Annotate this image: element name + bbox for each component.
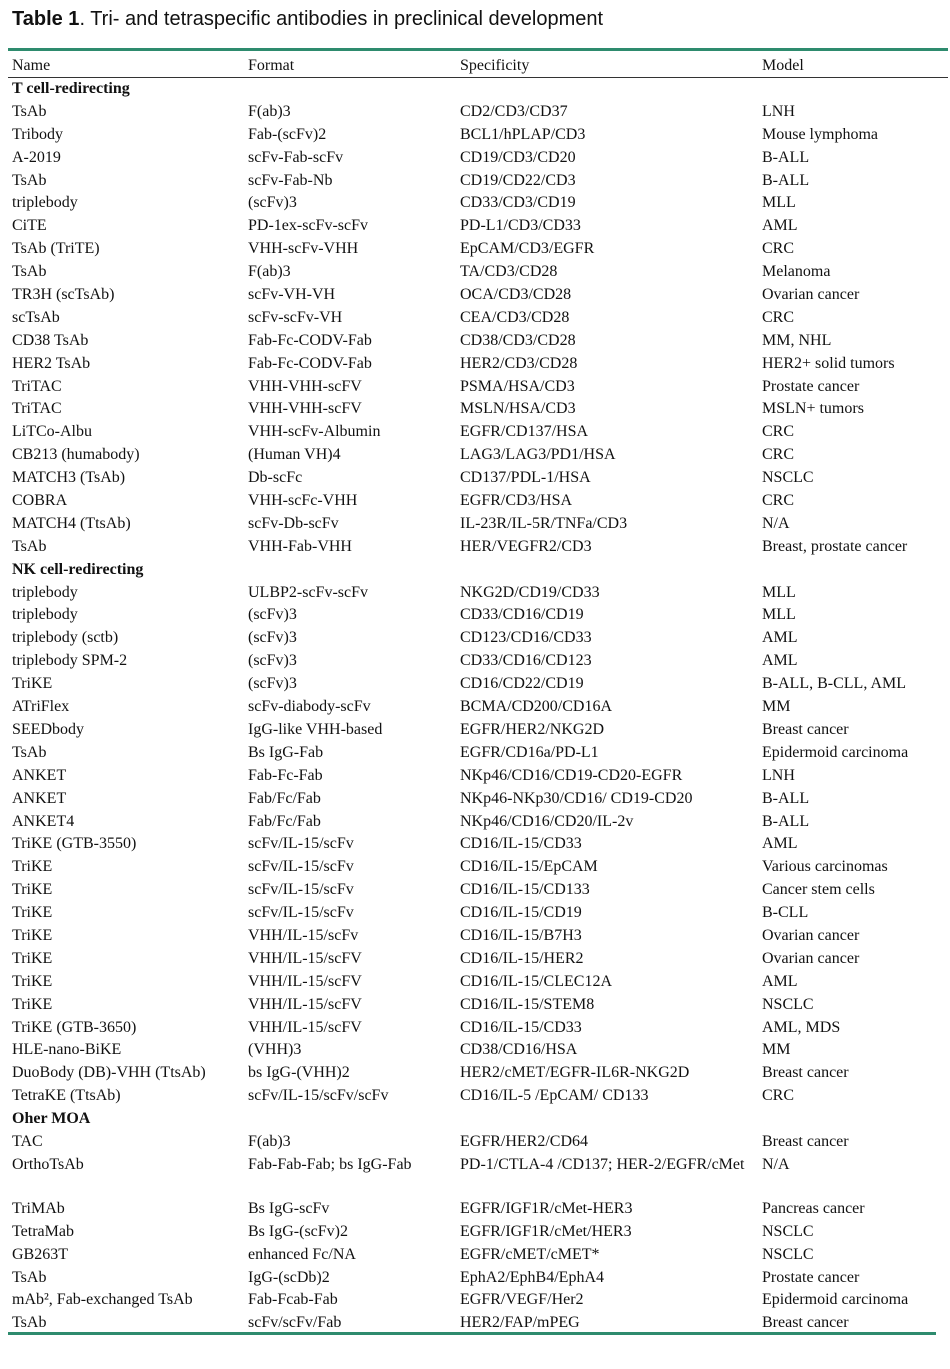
cell-name: TsAb	[12, 102, 47, 120]
cell-format: scFv-Db-scFv	[248, 514, 339, 532]
cell-specificity: HER2/cMET/EGFR-IL6R-NKG2D	[460, 1064, 690, 1082]
table-row	[8, 444, 948, 467]
cell-model: MM, NHL	[762, 331, 832, 349]
cell-specificity: TA/CD3/CD28	[460, 263, 558, 281]
table-row	[8, 147, 948, 170]
cell-format: Fab/Fc/Fab	[248, 789, 321, 807]
cell-name: SEEDbody	[12, 720, 84, 738]
table-row	[8, 307, 948, 330]
cell-format: VHH/IL-15/scFv	[248, 926, 359, 944]
cell-model: Ovarian cancer	[762, 286, 860, 304]
cell-format: Fab/Fc/Fab	[248, 812, 321, 830]
cell-format: (VHH)3	[248, 1041, 302, 1059]
cell-specificity: MSLN/HSA/CD3	[460, 400, 576, 418]
cell-name: TsAb (TriTE)	[12, 240, 100, 258]
cell-model: B-ALL, B-CLL, AML	[762, 675, 906, 693]
cell-format: VHH/IL-15/scFV	[248, 949, 362, 967]
cell-name: TetraKE (TtsAb)	[12, 1087, 121, 1105]
column-header-format: Format	[244, 55, 456, 78]
table-row	[8, 696, 948, 719]
table-row	[8, 1221, 948, 1244]
table-row	[8, 1244, 948, 1267]
cell-name: TriKE	[12, 926, 53, 944]
cell-name: TriKE (GTB-3550)	[12, 835, 137, 853]
cell-format: (scFv)3	[248, 675, 297, 693]
cell-model: NSCLC	[762, 1245, 814, 1263]
table-row	[8, 353, 948, 376]
cell-name: TriKE	[12, 949, 53, 967]
cell-specificity: BCL1/hPLAP/CD3	[460, 125, 586, 143]
cell-model: B-ALL	[762, 789, 810, 807]
table-row	[8, 833, 948, 856]
cell-specificity: CD137/PDL-1/HSA	[460, 469, 591, 487]
cell-name: CiTE	[12, 217, 47, 235]
cell-specificity: CD16/IL-5 /EpCAM/ CD133	[460, 1087, 649, 1105]
table-row	[8, 948, 948, 971]
section-row	[8, 78, 948, 101]
cell-model: LNH	[762, 766, 795, 784]
cell-model: Epidermoid carcinoma	[762, 743, 909, 761]
cell-specificity: NKp46/CD16/CD20/IL-2v	[460, 812, 634, 830]
cell-specificity: EpCAM/CD3/EGFR	[460, 240, 595, 258]
table-row	[8, 925, 948, 948]
cell-specificity: CD16/IL-15/B7H3	[460, 926, 582, 944]
cell-name: Tribody	[12, 125, 63, 143]
cell-format: scFv/IL-15/scFv/scFv	[248, 1087, 389, 1105]
cell-format: scFv-scFv-VH	[248, 308, 343, 326]
cell-model: MLL	[762, 194, 796, 212]
cell-format: Bs IgG-(scFv)2	[248, 1222, 348, 1240]
cell-specificity: EGFR/cMET/cMET*	[460, 1245, 600, 1263]
cell-format: Bs IgG-Fab	[248, 743, 324, 761]
cell-model: HER2+ solid tumors	[762, 354, 895, 372]
cell-model: NSCLC	[762, 995, 814, 1013]
cell-name: TR3H (scTsAb)	[12, 286, 115, 304]
cell-model: AML	[762, 652, 798, 670]
cell-format: F(ab)3	[248, 263, 291, 281]
cell-model: AML, MDS	[762, 1018, 841, 1036]
cell-name: ANKET	[12, 789, 67, 807]
cell-specificity: PD-L1/CD3/CD33	[460, 217, 581, 235]
table-row	[8, 582, 948, 605]
cell-name: LiTCo-Albu	[12, 423, 92, 441]
cell-name: TsAb	[12, 263, 47, 281]
table-row	[8, 261, 948, 284]
cell-name: TriMAb	[12, 1199, 65, 1217]
cell-model: Prostate cancer	[762, 377, 860, 395]
cell-specificity: CD16/IL-15/STEM8	[460, 995, 595, 1013]
cell-model: N/A	[762, 514, 790, 532]
cell-name: HER2 TsAb	[12, 354, 91, 372]
section-row	[8, 1108, 948, 1131]
table-row	[8, 971, 948, 994]
table-row	[8, 536, 948, 559]
column-header-specificity: Specificity	[456, 55, 758, 78]
cell-model: B-ALL	[762, 812, 810, 830]
cell-name: GB263T	[12, 1245, 68, 1263]
cell-specificity: EGFR/IGF1R/cMet-HER3	[460, 1199, 633, 1217]
cell-model: Prostate cancer	[762, 1268, 860, 1286]
cell-model: Breast cancer	[762, 1064, 849, 1082]
cell-name: TriTAC	[12, 377, 62, 395]
cell-specificity: CD19/CD3/CD20	[460, 148, 576, 166]
cell-name: MATCH4 (TtsAb)	[12, 514, 131, 532]
cell-format: Db-scFc	[248, 469, 303, 487]
cell-format: Fab-Fc-CODV-Fab	[248, 354, 372, 372]
cell-format: scFv/IL-15/scFv	[248, 881, 354, 899]
cell-format: VHH-scFv-Albumin	[248, 423, 381, 441]
cell-model: LNH	[762, 102, 795, 120]
cell-name: TsAb	[12, 537, 47, 555]
cell-specificity: CD16/IL-15/HER2	[460, 949, 584, 967]
cell-format: scFv-diabody-scFv	[248, 698, 371, 716]
table-row	[8, 124, 948, 147]
cell-format: scFv-VH-VH	[248, 286, 336, 304]
cell-name: TriKE	[12, 995, 53, 1013]
cell-model: CRC	[762, 1087, 795, 1105]
cell-name: TsAb	[12, 743, 47, 761]
table-row	[8, 650, 948, 673]
cell-format: (scFv)3	[248, 652, 297, 670]
table-row	[8, 994, 948, 1017]
table-title: . Tri- and tetraspecific antibodies in preclinical development	[79, 8, 604, 30]
cell-specificity: EGFR/HER2/NKG2D	[460, 720, 605, 738]
table-row	[8, 1289, 948, 1312]
cell-format: bs IgG-(VHH)2	[248, 1064, 350, 1082]
cell-name: triplebody	[12, 583, 78, 601]
cell-specificity: LAG3/LAG3/PD1/HSA	[460, 446, 616, 464]
table-row	[8, 513, 948, 536]
table-row	[8, 902, 948, 925]
cell-name: CD38 TsAb	[12, 331, 89, 349]
cell-format: (Human VH)4	[248, 446, 341, 464]
table-row	[8, 1062, 948, 1085]
cell-specificity: CD16/IL-15/CLEC12A	[460, 972, 612, 990]
table-row	[8, 1154, 948, 1198]
cell-specificity: CD33/CD16/CD19	[460, 606, 584, 624]
cell-model: CRC	[762, 308, 795, 326]
cell-format: scFv/scFv/Fab	[248, 1314, 342, 1332]
cell-format: VHH-scFc-VHH	[248, 492, 358, 510]
cell-name: scTsAb	[12, 308, 60, 326]
cell-name: ANKET	[12, 766, 67, 784]
table-caption	[12, 8, 603, 31]
cell-specificity: IL-23R/IL-5R/TNFa/CD3	[460, 514, 628, 532]
bottom-rule	[8, 1332, 936, 1335]
cell-name: TsAb	[12, 1268, 47, 1286]
cell-format: enhanced Fc/NA	[248, 1245, 356, 1263]
cell-specificity: CD16/IL-15/EpCAM	[460, 858, 598, 876]
cell-specificity: CD16/IL-15/CD33	[460, 835, 582, 853]
cell-name: OrthoTsAb	[12, 1155, 84, 1173]
cell-specificity: CD16/IL-15/CD33	[460, 1018, 582, 1036]
table-row	[8, 398, 948, 421]
table-body	[8, 78, 948, 1336]
cell-specificity: PSMA/HSA/CD3	[460, 377, 575, 395]
cell-format: ULBP2-scFv-scFv	[248, 583, 369, 601]
table-label: Table 1	[12, 8, 80, 30]
cell-format: Fab-(scFv)2	[248, 125, 327, 143]
table-row	[8, 765, 948, 788]
cell-specificity: CD16/CD22/CD19	[460, 675, 584, 693]
column-header-model: Model	[758, 55, 948, 78]
cell-model: AML	[762, 629, 798, 647]
cell-name: TsAb	[12, 171, 47, 189]
table-row	[8, 284, 948, 307]
cell-name: TriKE (GTB-3650)	[12, 1018, 137, 1036]
table-row	[8, 421, 948, 444]
table-row	[8, 467, 948, 490]
cell-format: VHH/IL-15/scFV	[248, 972, 362, 990]
cell-specificity: CD19/CD22/CD3	[460, 171, 576, 189]
cell-format: F(ab)3	[248, 1132, 291, 1150]
cell-model: Ovarian cancer	[762, 926, 860, 944]
table-row	[8, 1267, 948, 1290]
cell-model: NSCLC	[762, 469, 814, 487]
table-row	[8, 879, 948, 902]
table-row	[8, 376, 948, 399]
cell-model: MSLN+ tumors	[762, 400, 864, 418]
table-row	[8, 1017, 948, 1040]
cell-name: HLE-nano-BiKE	[12, 1041, 122, 1059]
header-row	[8, 55, 948, 78]
cell-name: triplebody	[12, 194, 78, 212]
cell-specificity: HER2/FAP/mPEG	[460, 1314, 580, 1332]
cell-format: VHH/IL-15/scFV	[248, 995, 362, 1013]
cell-name: ANKET4	[12, 812, 75, 830]
table-row	[8, 856, 948, 879]
cell-name: TAC	[12, 1132, 43, 1150]
cell-specificity: EGFR/CD3/HSA	[460, 492, 573, 510]
cell-name: TriKE	[12, 904, 53, 922]
cell-name: triplebody (sctb)	[12, 629, 119, 647]
cell-specificity: CD123/CD16/CD33	[460, 629, 592, 647]
cell-specificity: OCA/CD3/CD28	[460, 286, 572, 304]
table-row	[8, 1039, 948, 1062]
cell-model: CRC	[762, 423, 795, 441]
cell-model: Various carcinomas	[762, 858, 888, 876]
cell-format: Fab-Fab-Fab; bs IgG-Fab	[248, 1155, 412, 1173]
cell-model: Epidermoid carcinoma	[762, 1291, 909, 1309]
cell-format: Fab-Fc-CODV-Fab	[248, 331, 372, 349]
cell-specificity: BCMA/CD200/CD16A	[460, 698, 613, 716]
cell-specificity: HER2/CD3/CD28	[460, 354, 578, 372]
cell-name: TriTAC	[12, 400, 62, 418]
cell-model: MLL	[762, 583, 796, 601]
cell-name: A-2019	[12, 148, 61, 166]
cell-format: IgG-like VHH-based	[248, 720, 383, 738]
cell-model: B-CLL	[762, 904, 809, 922]
cell-format: VHH-VHH-scFV	[248, 400, 362, 418]
cell-specificity: EGFR/HER2/CD64	[460, 1132, 589, 1150]
section-heading: Oher MOA	[12, 1110, 91, 1128]
cell-name: TriKE	[12, 972, 53, 990]
antibody-table	[8, 55, 948, 1335]
cell-model: AML	[762, 972, 798, 990]
cell-model: CRC	[762, 446, 795, 464]
cell-model: Breast cancer	[762, 720, 849, 738]
cell-model: CRC	[762, 240, 795, 258]
cell-format: (scFv)3	[248, 629, 297, 647]
cell-specificity: CD33/CD16/CD123	[460, 652, 592, 670]
cell-format: F(ab)3	[248, 102, 291, 120]
cell-specificity: PD-1/CTLA-4 /CD137; HER-2/EGFR/cMet	[460, 1155, 745, 1173]
table-row	[8, 1085, 948, 1108]
cell-format: scFv/IL-15/scFv	[248, 904, 354, 922]
cell-format: VHH/IL-15/scFV	[248, 1018, 362, 1036]
cell-model: AML	[762, 835, 798, 853]
cell-model: N/A	[762, 1155, 790, 1173]
table-row	[8, 604, 948, 627]
cell-format: scFv/IL-15/scFv	[248, 835, 354, 853]
cell-format: VHH-scFv-VHH	[248, 240, 359, 258]
cell-name: triplebody	[12, 606, 78, 624]
cell-model: Pancreas cancer	[762, 1199, 865, 1217]
cell-model: MM	[762, 698, 791, 716]
top-rule	[8, 48, 948, 51]
cell-specificity: NKG2D/CD19/CD33	[460, 583, 600, 601]
cell-model: NSCLC	[762, 1222, 814, 1240]
cell-format: scFv-Fab-scFv	[248, 148, 344, 166]
cell-model: CRC	[762, 492, 795, 510]
cell-name: COBRA	[12, 492, 68, 510]
cell-specificity: CD33/CD3/CD19	[460, 194, 576, 212]
cell-specificity: EGFR/CD16a/PD-L1	[460, 743, 599, 761]
cell-model: Cancer stem cells	[762, 881, 875, 899]
cell-specificity: HER/VEGFR2/CD3	[460, 537, 592, 555]
cell-name: TriKE	[12, 858, 53, 876]
table-row	[8, 1198, 948, 1221]
cell-model: Ovarian cancer	[762, 949, 860, 967]
cell-specificity: EGFR/CD137/HSA	[460, 423, 589, 441]
cell-specificity: EGFR/IGF1R/cMet/HER3	[460, 1222, 632, 1240]
cell-format: Fab-Fcab-Fab	[248, 1291, 338, 1309]
cell-format: Bs IgG-scFv	[248, 1199, 330, 1217]
cell-format: Fab-Fc-Fab	[248, 766, 323, 784]
table-row	[8, 490, 948, 513]
table-row	[8, 719, 948, 742]
table-row	[8, 742, 948, 765]
cell-specificity: CD2/CD3/CD37	[460, 102, 568, 120]
cell-specificity: CD38/CD3/CD28	[460, 331, 576, 349]
table-row	[8, 101, 948, 124]
cell-name: ATriFlex	[12, 698, 70, 716]
table-row	[8, 673, 948, 696]
cell-model: Melanoma	[762, 263, 831, 281]
cell-name: mAb², Fab-exchanged TsAb	[12, 1291, 193, 1309]
cell-name: TriKE	[12, 881, 53, 899]
table-row	[8, 627, 948, 650]
cell-name: TriKE	[12, 675, 53, 693]
cell-specificity: CD38/CD16/HSA	[460, 1041, 578, 1059]
cell-model: Breast cancer	[762, 1132, 849, 1150]
cell-format: IgG-(scDb)2	[248, 1268, 330, 1286]
table-row	[8, 788, 948, 811]
cell-format: scFv-Fab-Nb	[248, 171, 333, 189]
table-row	[8, 811, 948, 834]
cell-specificity: EGFR/VEGF/Her2	[460, 1291, 584, 1309]
cell-format: VHH-VHH-scFV	[248, 377, 362, 395]
section-heading: T cell-redirecting	[12, 80, 130, 97]
table-row	[8, 330, 948, 353]
cell-model: MM	[762, 1041, 791, 1059]
cell-model: B-ALL	[762, 171, 810, 189]
cell-model: MLL	[762, 606, 796, 624]
table-row	[8, 1131, 948, 1154]
cell-format: (scFv)3	[248, 194, 297, 212]
table-row	[8, 215, 948, 238]
cell-name: TetraMab	[12, 1222, 74, 1240]
cell-specificity: CEA/CD3/CD28	[460, 308, 570, 326]
cell-model: Breast, prostate cancer	[762, 537, 908, 555]
cell-format: (scFv)3	[248, 606, 297, 624]
cell-specificity: CD16/IL-15/CD133	[460, 881, 590, 899]
cell-format: VHH-Fab-VHH	[248, 537, 352, 555]
section-row	[8, 559, 948, 582]
cell-specificity: NKp46-NKp30/CD16/ CD19-CD20	[460, 789, 693, 807]
cell-name: triplebody SPM-2	[12, 652, 128, 670]
table-row	[8, 170, 948, 193]
section-heading: NK cell-redirecting	[12, 560, 144, 578]
cell-model: Breast cancer	[762, 1314, 849, 1332]
cell-specificity: EphA2/EphB4/EphA4	[460, 1268, 604, 1286]
cell-specificity: NKp46/CD16/CD19-CD20-EGFR	[460, 766, 683, 784]
cell-format: PD-1ex-scFv-scFv	[248, 217, 368, 235]
cell-format: scFv/IL-15/scFv	[248, 858, 354, 876]
column-header-name: Name	[8, 55, 244, 78]
cell-model: AML	[762, 217, 798, 235]
cell-model: Mouse lymphoma	[762, 125, 878, 143]
cell-specificity: CD16/IL-15/CD19	[460, 904, 582, 922]
cell-name: CB213 (humabody)	[12, 446, 140, 464]
cell-name: MATCH3 (TsAb)	[12, 469, 126, 487]
table-row	[8, 192, 948, 215]
cell-name: TsAb	[12, 1314, 47, 1332]
cell-name: DuoBody (DB)-VHH (TtsAb)	[12, 1064, 206, 1082]
table-row	[8, 238, 948, 261]
cell-model: B-ALL	[762, 148, 810, 166]
